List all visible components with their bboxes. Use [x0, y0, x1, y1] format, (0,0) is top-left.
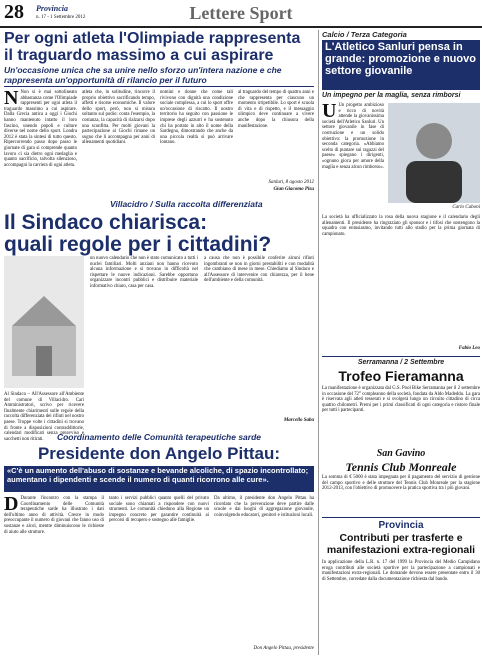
- provincia-rule: [322, 517, 480, 518]
- lead-subtitle: Un'occasione unica che sa unire nello sforzo un'intera nazione e che rappresenta un'opportunità di rilancio per il futuro: [4, 65, 282, 85]
- drop-cap: N: [4, 87, 19, 109]
- section-title: Lettere Sport: [189, 3, 293, 23]
- villacidro-title-line1: Il Sindaco chiarisca:: [4, 211, 208, 234]
- sanluri-body: U Un progetto ambizioso e ricco di novità attende la giovanissima società dell'Atletico Sanluri. Un settore giovanile in fase di costruzione e un solido obiettivo: la promozione in seconda categoria. «Abbiamo scelto di puntare sui ragazzi del paese» spiegano i dirigenti, «ognuno gioca per amore della maglia e senza alcun rimborso».: [322, 100, 384, 170]
- villacidro-signature: Marcello Saba: [283, 418, 314, 423]
- villacidro-photo: [4, 256, 84, 388]
- sangavino-title1: San Gavino: [376, 448, 426, 459]
- masthead: [0, 0, 482, 26]
- lead-column-3: nomini e donne che come tali rivivono con dignità una condizione sociale complessa, a cui lo sport offre un'occasione di riscatto. Il nostro territorio ha seguito con passione le imprese degli azzurri e ha sostenuto chi ha portato in alto il nome della Sardegna, dimostrando che anche da una piccola realtà si può arrivare lontano.: [160, 90, 233, 146]
- lead-rule: [4, 86, 314, 87]
- village-photo-icon: [4, 256, 84, 388]
- lead-column-1: N Non si è mai sottolineato abbastanza come l'Olimpiade rappresenti per ogni atleta il traguardo massimo a cui aspirare. Dalla Grecia antica a oggi i Giochi hanno mantenuto intatto il loro fascino, unendo popoli e culture diverse nel nome dello sport. Londra 2012 è stata la sintesi di tutto questo. Ripercorrendo passo dopo passo le giornate di gara si comprende quanto lavoro ci sia dietro ogni medaglia e quanto sacrificio, talvolta silenzioso, accompagni la carriera di ogni atleta.: [4, 87, 77, 168]
- serramanna-rule: [322, 356, 480, 357]
- serramanna-body: La manifestazione è organizzata dal G.S. Pool Bike Serramanna per il 2 settembre in occasione del 72° compleanno della società, fondata da Aldo Madeddu. La gara è riservata agli atleti tesserati e si svolgerà lungo un circuito cittadino di circa quattro chilometri. Premi per i primi classificati di ogni categoria e ristoro finale per tutti i partecipanti.: [322, 386, 480, 414]
- serramanna-title: Trofeo Fieramanna: [338, 368, 464, 384]
- sanluri-body2: La società ha ufficializzato la rosa della nuova stagione e il calendario degli allenamenti. Il presidente ha ringraziato gli sponsor e i tifosi che sostengono la squadra con entusiasmo, invitando tutti allo stadio per la prima giornata di campionato.: [322, 215, 480, 237]
- drop-cap: U: [322, 100, 337, 122]
- sanluri-kicker: Calcio / Terza Categoria: [322, 30, 407, 39]
- issue-date: n. 17 - 1 Settembre 2012: [36, 15, 86, 20]
- villacidro-column-3: a causa che non è possibile conferire alcuni rifiuti ingombranti se non in giorni prestabiliti e con modalità che cambiano di mese in mese. Chiediamo al Sindaco e all'Assessore di intervenire con chiarezza, per il bene dell'ambiente e della comunità.: [204, 256, 314, 284]
- villacidro-column-1: Al Sindaco – All'Assessore all'Ambiente del comune di Villacidro. Cari Amministratori, scrivo per ricevere finalmente chiarimenti sulle regole della raccolta differenziata dei rifiuti nel nostro paese. Troppe volte i cittadini si trovano di fronte a disposizioni contraddittorie, calendari modificati senza preavviso e sacchetti non ritirati.: [4, 392, 84, 442]
- serramanna-kicker: Serramanna / 2 Settembre: [357, 359, 445, 366]
- lead-signature: Gian Giacomo Pisu: [273, 187, 314, 192]
- lead-column-2: atleta che, in solitudine, rincorre il proprio obiettivo sacrificando tempo, affetti e risorse economiche. Il valore dello sport, però, non si misura soltanto sul podio: conta l'esempio, la costanza, la capacità di rialzarsi dopo una sconfitta. Per molti giovani la partecipazione ai Giochi rimane un sogno che li accompagna per anni di allenamenti quotidiani.: [82, 90, 155, 146]
- villacidro-column-2: un nuovo calendario che non è stato comunicato a tutti i nuclei familiari. Molti anziani non hanno ricevuto alcuna informazione e si trovano in difficoltà nel rispettare le nuove indicazioni. Sarebbe opportuno organizzare incontri pubblici e distribuire materiale informativo chiaro, casa per casa.: [90, 256, 198, 289]
- provincia-body: In applicazione della L.R. n. 17 del 1999 la Provincia del Medio Campidano eroga contributi alle società sportive per la partecipazione a campionati e manifestazioni extra-regionali. Le domande devono essere presentate entro il 30 di Settembre, corredate dalla documentazione richiesta dal bando.: [322, 560, 480, 582]
- sanluri-photo: [388, 103, 480, 203]
- coordinamento-quote: «C'è un aumento dell'abuso di sostanze e bevande alcoliche, di spazio incontrollato; aumentano i dipendenti e scende il numero di quanti ricorrono alle cure».: [4, 466, 314, 492]
- coordinamento-kicker: Coordinamento delle Comunità terapeutiche sarde: [56, 432, 262, 442]
- coordinamento-column-3: Da ultimo, il presidente don Angelo Pittau ha ricordato che la prevenzione deve partire dalle scuole e dai luoghi di aggregazione giovanile, coinvolgendo educatori, genitori e istituzioni locali.: [214, 496, 314, 518]
- lead-column-4: al traguardo del tempo di quattro anni e che rappresenta per ciascuno un momento irripetibile. Lo sport è scuola di vita e di rispetto, e il messaggio olimpico deve continuare a vivere anche dopo la chiusura della manifestazione.: [238, 90, 314, 129]
- coordinamento-signature: Don Angelo Pittau, presidente: [253, 646, 314, 651]
- provincia-title2: Contributi per trasferte e: [339, 532, 463, 544]
- sanluri-caption: Carlo Caboni: [452, 205, 480, 210]
- column-divider: [318, 30, 319, 655]
- lead-title-line1: Per ogni atleta l'Olimpiade rappresenta: [4, 30, 301, 47]
- lead-signature-date: Sanluri, 8 agosto 2012: [268, 180, 314, 185]
- coordinamento-title: Presidente don Angelo Pittau:: [37, 444, 281, 463]
- person-photo-icon: [388, 103, 480, 203]
- villacidro-kicker: Villacidro / Sulla raccolta differenziata: [110, 199, 263, 209]
- sanluri-subtitle: Un impegno per la maglia, senza rimborsi: [322, 92, 461, 99]
- sanluri-title: L'Atletico Sanluri pensa in grande: promozione e nuovo settore giovanile: [322, 40, 480, 90]
- sangavino-body: La somma di € 5000 è stata impegnata per il pagamento del servizio di gestione del campo sportivo e delle strutture del Tennis Club Monreale per la stagione 2012-2013, con l'obiettivo di promuovere la pratica sportiva tra i più giovani.: [322, 475, 480, 492]
- coordinamento-column-2: tanto i servizi pubblici quanto quelli del privato sociale sono chiamati a rispondere con nuovi strumenti. Le comunità chiedono alla Regione un impegno concreto per garantire continuità ai percorsi di recupero e sostegno alle famiglie.: [109, 496, 209, 524]
- villacidro-title: [4, 212, 314, 256]
- villacidro-title-line2: quali regole per i cittadini?: [4, 233, 272, 256]
- newspaper-logo: Provincia: [36, 4, 68, 13]
- sanluri-signature: Fabio Leo: [458, 346, 480, 351]
- provincia-title3: manifestazioni extra-regionali: [326, 544, 476, 556]
- page-number: 28: [4, 1, 24, 23]
- sangavino-title2: Tennis Club Monreale: [345, 460, 457, 474]
- provincia-title1: Provincia: [378, 520, 424, 531]
- coordinamento-column-1: D Durante l'incontro con la stampa il Coordinamento delle Comunità terapeutiche sarde ha illustrato i dati dell'ultimo anno di attività. Cresce in modo preoccupante il numero di giovani che fanno uso di sostanze e alcol, mentre diminuiscono le richieste di aiuto alle strutture.: [4, 493, 104, 535]
- lead-title: [4, 30, 314, 64]
- drop-cap: D: [4, 493, 19, 515]
- lead-title-line2: il traguardo massimo a cui aspirare: [4, 47, 274, 64]
- masthead-rule: [0, 26, 482, 28]
